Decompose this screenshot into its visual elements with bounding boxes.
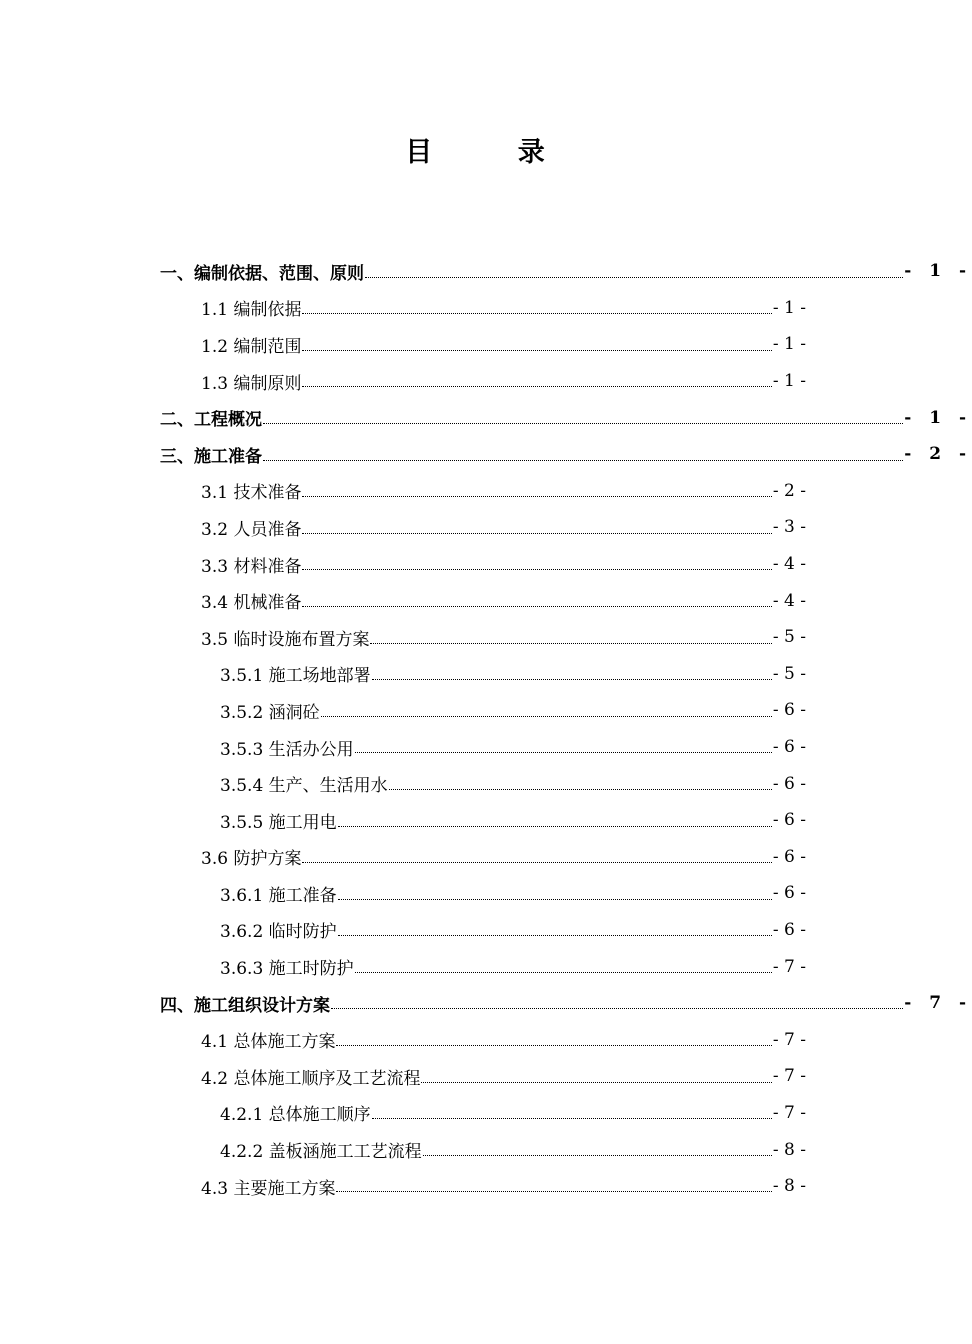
toc-entry[interactable] [0,912,806,949]
toc-dot-leader [263,459,903,461]
toc-entry-page-number: - 7 - [904,993,972,1014]
toc-entry[interactable] [0,290,806,327]
toc-entry-page-number: - 6 - [772,810,806,831]
toc-entry-page-number: - 6 - [772,883,806,904]
toc-entry-page-number: - 1 - [772,371,806,392]
toc-entry-page-number: - 2 - [904,444,972,465]
toc-entry-label: 4.2 总体施工顺序及工艺流程 [201,1064,420,1089]
toc-entry-page-number: - 4 - [772,554,806,575]
toc-entry[interactable] [0,985,972,1022]
toc-entry-label: 3.6.3 施工时防护 [220,954,354,979]
toc-dot-leader [355,751,772,753]
toc-entry-label: 4.2.1 总体施工顺序 [220,1100,371,1125]
toc-entry-page-number: - 7 - [772,1066,806,1087]
toc-entry-label: 4.3 主要施工方案 [201,1174,335,1199]
toc-entry-page-number: - 1 - [772,297,806,318]
toc-dot-leader [423,1154,772,1156]
toc-entry[interactable] [0,839,806,876]
toc-entry-page-number: - 6 - [772,846,806,867]
toc-dot-leader [355,971,772,973]
toc-entry-label: 4.2.2 盖板涵施工工艺流程 [220,1137,422,1162]
toc-entry[interactable] [0,875,806,912]
toc-entry[interactable] [0,948,806,985]
toc-entry-label: 3.3 材料准备 [201,552,301,577]
toc-entry-label: 3.5.5 施工用电 [220,808,337,833]
toc-dot-leader [389,788,772,790]
toc-dot-leader [331,1007,903,1009]
toc-entry[interactable] [0,692,806,729]
toc-entry-page-number: - 7 - [772,1102,806,1123]
toc-entry-page-number: - 7 - [772,1029,806,1050]
toc-list [0,253,972,1204]
toc-entry[interactable] [0,546,806,583]
toc-entry[interactable] [0,436,972,473]
toc-entry-label: 3.6 防护方案 [201,844,301,869]
toc-entry-page-number: - 1 - [772,334,806,355]
toc-entry[interactable] [0,326,806,363]
toc-entry-label: 3.5.4 生产、生活用水 [220,771,388,796]
toc-entry-page-number: - 8 - [772,1139,806,1160]
toc-entry-label: 3.4 机械准备 [201,588,301,613]
toc-entry[interactable] [0,253,972,290]
toc-entry-label: 1.1 编制依据 [201,295,301,320]
toc-entry-label: 3.5.2 涵洞砼 [220,698,320,723]
toc-entry-label: 3.5.1 施工场地部署 [220,661,371,686]
toc-entry-label: 1.2 编制范围 [201,332,301,357]
toc-dot-leader [302,385,771,387]
toc-entry[interactable] [0,1168,806,1205]
toc-entry-page-number: - 5 - [772,627,806,648]
toc-entry[interactable] [0,582,806,619]
toc-entry-label: 四、施工组织设计方案 [160,991,330,1016]
toc-entry-page-number: - 3 - [772,517,806,538]
toc-dot-leader [302,532,771,534]
toc-entry-label: 4.1 总体施工方案 [201,1027,335,1052]
toc-entry-page-number: - 6 - [772,919,806,940]
toc-dot-leader [336,1190,771,1192]
toc-entry[interactable] [0,656,806,693]
toc-dot-leader [302,495,771,497]
toc-entry-page-number: - 1 - [904,261,972,282]
toc-dot-leader [421,1081,771,1083]
toc-dot-leader [302,349,771,351]
toc-entry-label: 3.1 技术准备 [201,478,301,503]
toc-dot-leader [321,715,772,717]
toc-dot-leader [338,898,772,900]
toc-entry-page-number: - 6 - [772,773,806,794]
toc-entry[interactable] [0,1021,806,1058]
toc-entry-label: 3.2 人员准备 [201,515,301,540]
toc-entry[interactable] [0,1095,806,1132]
toc-entry[interactable] [0,509,806,546]
toc-entry-label: 二、工程概况 [160,405,262,430]
toc-dot-leader [338,934,772,936]
toc-dot-leader [370,642,771,644]
toc-dot-leader [302,312,771,314]
toc-dot-leader [302,605,771,607]
toc-entry-page-number: - 6 - [772,737,806,758]
toc-dot-leader [302,861,771,863]
toc-entry-page-number: - 5 - [772,663,806,684]
toc-dot-leader [336,1044,771,1046]
toc-entry-label: 3.6.1 施工准备 [220,881,337,906]
toc-title: 目 录 [405,137,583,168]
toc-entry-label: 一、编制依据、范围、原则 [160,259,364,284]
toc-entry[interactable] [0,1131,806,1168]
toc-entry[interactable] [0,399,972,436]
toc-entry[interactable] [0,765,806,802]
toc-dot-leader [302,568,771,570]
toc-entry[interactable] [0,473,806,510]
toc-entry[interactable] [0,729,806,766]
toc-dot-leader [365,276,903,278]
toc-entry-label: 3.6.2 临时防护 [220,917,337,942]
toc-entry-page-number: - 2 - [772,480,806,501]
toc-dot-leader [372,1117,772,1119]
toc-entry-label: 1.3 编制原则 [201,369,301,394]
toc-entry-page-number: - 1 - [904,407,972,428]
toc-dot-leader [338,825,772,827]
toc-entry[interactable] [0,363,806,400]
toc-entry-page-number: - 7 - [772,956,806,977]
toc-dot-leader [263,422,903,424]
toc-entry[interactable] [0,619,806,656]
toc-entry-page-number: - 6 - [772,700,806,721]
toc-entry-page-number: - 8 - [772,1176,806,1197]
toc-entry[interactable] [0,802,806,839]
toc-entry[interactable] [0,1058,806,1095]
toc-dot-leader [372,678,772,680]
toc-entry-page-number: - 4 - [772,590,806,611]
toc-entry-label: 3.5 临时设施布置方案 [201,625,369,650]
toc-entry-label: 三、施工准备 [160,442,262,467]
toc-entry-label: 3.5.3 生活办公用 [220,735,354,760]
